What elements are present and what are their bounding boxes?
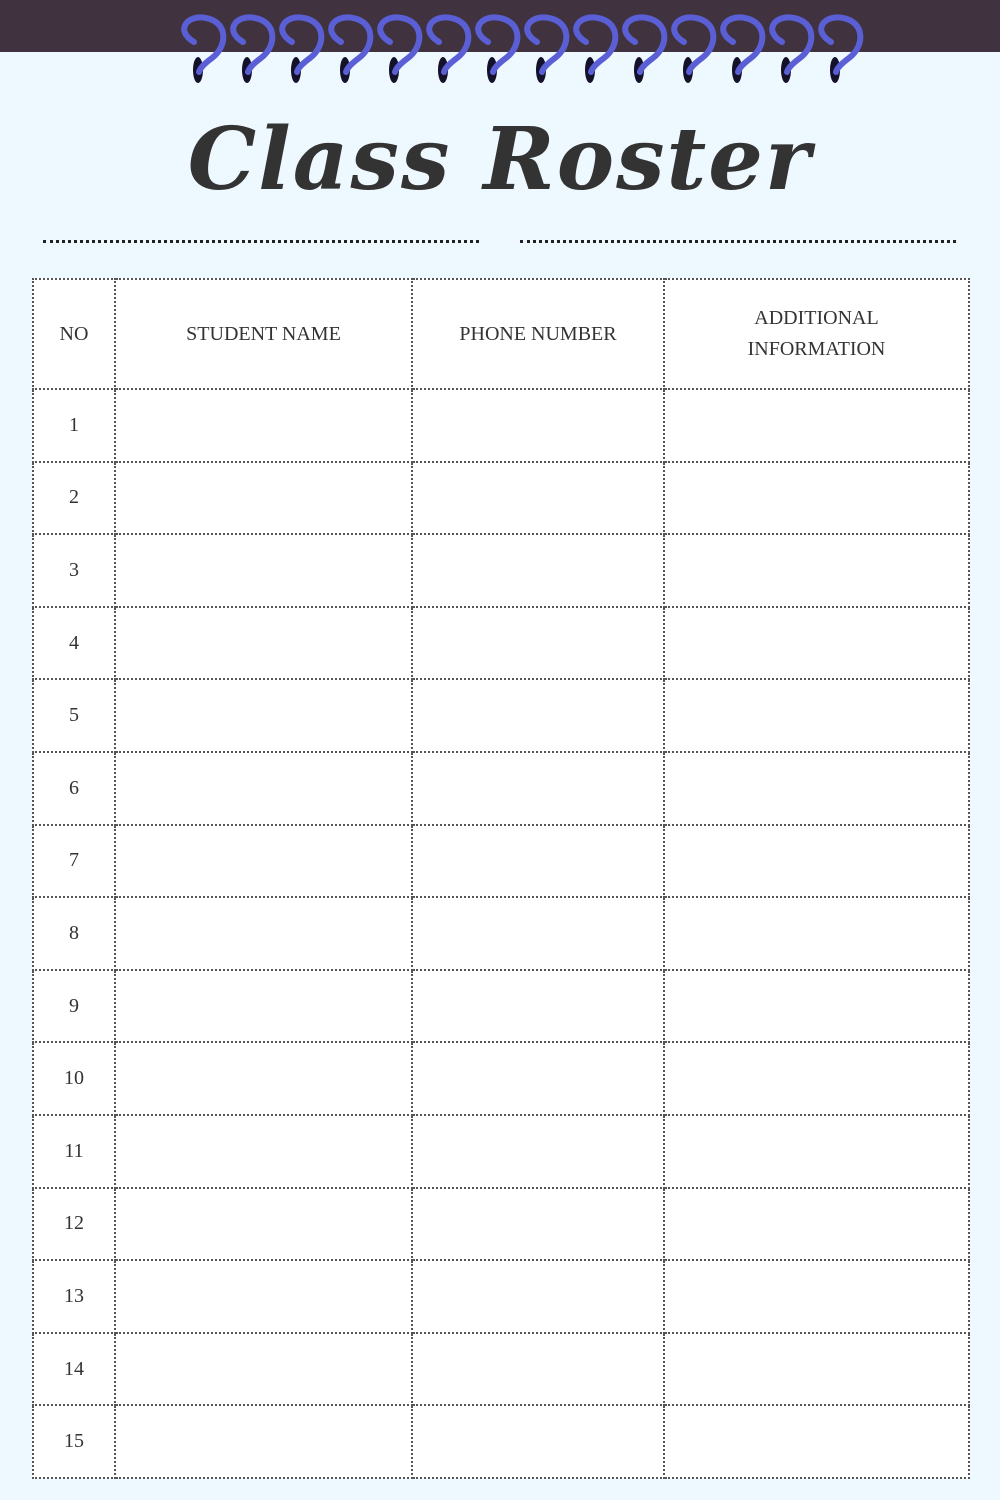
- row-number-cell: 12: [33, 1188, 115, 1261]
- table-row: [33, 607, 969, 680]
- phone-number-cell[interactable]: [412, 462, 664, 535]
- binding-ring: [674, 17, 713, 83]
- student-name-cell[interactable]: [115, 1333, 412, 1406]
- table-row: [33, 1333, 969, 1406]
- column-header-additional-line1: ADDITIONAL: [754, 307, 879, 329]
- student-name-cell[interactable]: [115, 1042, 412, 1115]
- binding-ring: [527, 17, 566, 83]
- binding-ring: [282, 17, 321, 83]
- table-row: [33, 389, 969, 462]
- phone-number-cell[interactable]: [412, 679, 664, 752]
- phone-number-cell[interactable]: [412, 825, 664, 898]
- phone-number-cell[interactable]: [412, 1333, 664, 1406]
- row-number-cell: 6: [33, 752, 115, 825]
- spiral-binding-rings-icon: [0, 0, 1000, 100]
- binding-ring: [576, 17, 615, 83]
- column-header-student-name: STUDENT NAME: [115, 279, 412, 389]
- table-row: [33, 1115, 969, 1188]
- student-name-cell[interactable]: [115, 1405, 412, 1478]
- row-number-cell: 1: [33, 389, 115, 462]
- row-number-cell: 5: [33, 679, 115, 752]
- table-row: [33, 897, 969, 970]
- student-name-cell[interactable]: [115, 1188, 412, 1261]
- table-row: [33, 1042, 969, 1115]
- phone-number-cell[interactable]: [412, 1042, 664, 1115]
- row-number-cell: 2: [33, 462, 115, 535]
- additional-information-cell[interactable]: [664, 1405, 969, 1478]
- phone-number-cell[interactable]: [412, 1115, 664, 1188]
- additional-information-cell[interactable]: [664, 389, 969, 462]
- column-header-no: NO: [33, 279, 115, 389]
- page-title: Class Roster: [187, 109, 813, 210]
- additional-information-cell[interactable]: [664, 752, 969, 825]
- roster-table: [32, 278, 970, 1479]
- additional-information-cell[interactable]: [664, 1042, 969, 1115]
- table-row: [33, 1405, 969, 1478]
- binding-ring: [380, 17, 419, 83]
- phone-number-cell[interactable]: [412, 607, 664, 680]
- table-row: [33, 825, 969, 898]
- additional-information-cell[interactable]: [664, 607, 969, 680]
- student-name-cell[interactable]: [115, 897, 412, 970]
- table-row: [33, 752, 969, 825]
- binding-ring: [478, 17, 517, 83]
- additional-information-cell[interactable]: [664, 825, 969, 898]
- additional-information-cell[interactable]: [664, 1333, 969, 1406]
- additional-information-cell[interactable]: [664, 534, 969, 607]
- binding-ring: [184, 17, 223, 83]
- table-row: [33, 1260, 969, 1333]
- phone-number-cell[interactable]: [412, 1260, 664, 1333]
- phone-number-cell[interactable]: [412, 752, 664, 825]
- blank-line-right[interactable]: [520, 240, 956, 243]
- row-number-cell: 4: [33, 607, 115, 680]
- student-name-cell[interactable]: [115, 389, 412, 462]
- binding-ring: [625, 17, 664, 83]
- table-row: [33, 534, 969, 607]
- student-name-cell[interactable]: [115, 1115, 412, 1188]
- binding-ring: [723, 17, 762, 83]
- additional-information-cell[interactable]: [664, 462, 969, 535]
- table-row: [33, 1188, 969, 1261]
- row-number-cell: 9: [33, 970, 115, 1043]
- row-number-cell: 7: [33, 825, 115, 898]
- row-number-cell: 15: [33, 1405, 115, 1478]
- binding-ring: [772, 17, 811, 83]
- phone-number-cell[interactable]: [412, 534, 664, 607]
- student-name-cell[interactable]: [115, 1260, 412, 1333]
- student-name-cell[interactable]: [115, 825, 412, 898]
- phone-number-cell[interactable]: [412, 970, 664, 1043]
- binding-ring: [331, 17, 370, 83]
- additional-information-cell[interactable]: [664, 1188, 969, 1261]
- table-row: [33, 970, 969, 1043]
- binding-ring: [233, 17, 272, 83]
- column-header-additional-information: [664, 279, 969, 389]
- additional-information-cell[interactable]: [664, 679, 969, 752]
- student-name-cell[interactable]: [115, 534, 412, 607]
- phone-number-cell[interactable]: [412, 389, 664, 462]
- additional-information-cell[interactable]: [664, 1115, 969, 1188]
- row-number-cell: 14: [33, 1333, 115, 1406]
- additional-information-cell[interactable]: [664, 897, 969, 970]
- column-header-additional-line2: INFORMATION: [747, 338, 886, 360]
- blank-line-left[interactable]: [43, 240, 479, 243]
- binding-ring: [821, 17, 860, 83]
- row-number-cell: 11: [33, 1115, 115, 1188]
- phone-number-cell[interactable]: [412, 897, 664, 970]
- binding-ring: [429, 17, 468, 83]
- row-number-cell: 3: [33, 534, 115, 607]
- table-row: [33, 679, 969, 752]
- table-row: [33, 462, 969, 535]
- student-name-cell[interactable]: [115, 462, 412, 535]
- student-name-cell[interactable]: [115, 970, 412, 1043]
- column-header-phone-number: PHONE NUMBER: [412, 279, 664, 389]
- additional-information-cell[interactable]: [664, 970, 969, 1043]
- phone-number-cell[interactable]: [412, 1405, 664, 1478]
- phone-number-cell[interactable]: [412, 1188, 664, 1261]
- student-name-cell[interactable]: [115, 679, 412, 752]
- row-number-cell: 10: [33, 1042, 115, 1115]
- additional-information-cell[interactable]: [664, 1260, 969, 1333]
- row-number-cell: 8: [33, 897, 115, 970]
- header-row: [33, 279, 969, 389]
- student-name-cell[interactable]: [115, 607, 412, 680]
- student-name-cell[interactable]: [115, 752, 412, 825]
- row-number-cell: 13: [33, 1260, 115, 1333]
